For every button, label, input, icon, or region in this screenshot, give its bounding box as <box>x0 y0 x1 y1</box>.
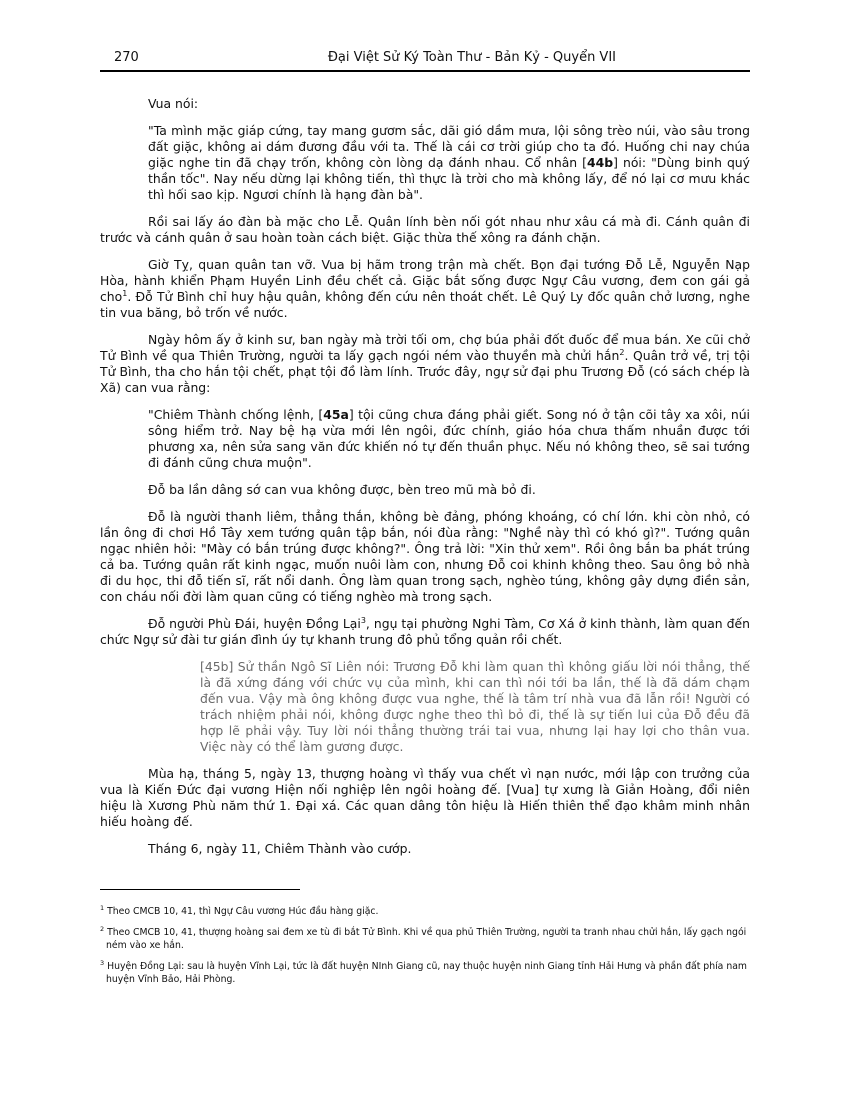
paragraph: Vua nói: <box>148 96 199 111</box>
running-title: Đại Việt Sử Ký Toàn Thư - Bản Kỷ - Quyển VII <box>327 50 616 65</box>
paragraph: Đỗ ba lần dâng sớ can vua không được, bèn treo mũ mà bỏ đi. <box>148 482 536 497</box>
footnote-ref[interactable]: 1 <box>122 288 128 298</box>
header-rule <box>100 70 750 72</box>
paragraph: Đỗ người Phù Đái, huyện Đồng Lại$^3$, ngụ tại phường Nghi Tàm, Cơ Xá ở kinh thành, làm quan đến chức Ngự sử đài tư gián đình úy tự khanh trung đô phủ tổng quản rồi chết. <box>100 615 750 647</box>
paragraph: Đỗ là người thanh liêm, thẳng thắn, không bè đảng, phóng khoáng, có chí lớn. khi còn nhỏ, có lần ông đi chơi Hồ Tây xem tướng quân tập bắn, nói đùa rằng: "Nghề này thì có khó gì?". Tướng quân ngạc nhiên hỏi: "Mày có bắn trúng được không?". Ông trả lời: "Xin thử xem". Rồi ông bắn ba phát trúng cả ba. Tướng quân rất kinh ngạc, muốn nuôi làm con, nhưng Đỗ coi khinh không theo. Sau ông bỏ nhà đi du học, thi đỗ tiến sĩ, rất nổi danh. Ông làm quan trong sạch, nghèo túng, không gây dựng điền sản, con cháu nối đời làm quan cũng có tiếng nghèo mà trong sạch. <box>100 509 750 604</box>
paragraph: Rồi sai lấy áo đàn bà mặc cho Lễ. Quân lính bèn nối gót nhau như xâu cá mà đi. Cánh quân đi trước và cánh quân ở sau hoàn toàn cách biệt. Giặc thừa thế xông ra đánh chặn. <box>100 214 750 245</box>
footnote-ref[interactable]: 2 <box>619 347 625 357</box>
footnote: $^1$ Theo CMCB 10, 41, thì Ngự Câu vương Húc đầu hàng giặc. <box>100 903 379 917</box>
paragraph: Tháng 6, ngày 11, Chiêm Thành vào cướp. <box>148 841 412 856</box>
footnote: $^3$ Huyện Đồng Lại: sau là huyện Vĩnh Lại, tức là đất huyện NInh Giang cũ, nay thuộc huyện ninh Giang tỉnh Hải Hưng và phần đất phía nam huyện Vĩnh Bảo, Hải Phòng. <box>100 958 747 985</box>
paragraph: Ngày hôm ấy ở kinh sư, ban ngày mà trời tối om, chợ búa phải đốt đuốc để mua bán. Xe cũi chở Tử Bình về qua Thiên Trường, người ta lấy gạch ngói ném vào thuyền mà chửi hắn$^2$. Quân trở về, trị tội Tử Bình, tha cho hắn tội chết, phạt tội đồ làm lính. Trước đây, ngự sử đại phu Trương Đỗ (có sách chép là Xã) can vua rằng: <box>100 332 750 395</box>
footnote-number: 3 <box>100 958 105 967</box>
historian-commentary: [45b] Sử thần Ngô Sĩ Liên nói: Trương Đỗ khi làm quan thì không giấu lời nói thẳng, thế là đã xứng đáng với chức vụ của mình, khi can thì nói tới ba lần, thế là đã dám chạm đến vua. Vậy mà ông không được vua nghe, thế là tâm trí nhà vua đã lẫn rồi! Người có trách nhiệm phải nói, không được nghe theo thì bỏ đi, thế là sự tiến lui của Đỗ đều đã hợp lẽ phải vậy. Tuy lời nói thẳng thường trái tai vua, nhưng lại hay lợi cho thân vua. Việc này có thể làm gương được. <box>200 659 750 754</box>
quotation: "Ta mình mặc giáp cứng, tay mang gươm sắc, dãi gió dầm mưa, lội sông trèo núi, vào sâu trong đất giặc, không ai dám đương đầu với ta. Thế là cái cơ trời giúp cho ta đó. Huống chi nay chúa giặc nghe tin đã chạy trốn, không còn lòng dạ đánh nhau. Cổ nhân [44b] nói: "Dùng binh quý thần tốc". Nay nếu dừng lại không tiến, thì thực là trời cho mà không lấy, để nó lại cơ mưu khác thì hối sao kịp. Ngươi chính là hạng đàn bà". <box>148 123 750 202</box>
paragraph: Mùa hạ, tháng 5, ngày 13, thượng hoàng vì thấy vua chết vì nạn nước, mới lập con trưởng của vua là Kiến Đức đại vương Hiện nối nghiệp lên ngôi hoàng đế. [Vua] tự xưng là Giản Hoàng, đổi niên hiệu là Xương Phù năm thứ 1. Đại xá. Các quan dâng tôn hiệu là Hiến thiên thể đạo khâm minh nhân hiếu hoàng đế. <box>100 766 750 829</box>
paragraph: Giờ Tỵ, quan quân tan vỡ. Vua bị hãm trong trận mà chết. Bọn đại tướng Đỗ Lễ, Nguyễn Nạp Hòa, hành khiển Phạm Huyền Linh đều chết cả. Giặc bắt sống được Ngự Câu vương, đem con gái gả cho$^1$. Đỗ Tử Bình chỉ huy hậu quân, không đến cứu nên thoát chết. Lê Quý Ly đốc quân chở lương, nghe tin vua băng, bỏ trốn về nước. <box>100 257 750 320</box>
quotation: "Chiêm Thành chống lệnh, [45a] tội cũng chưa đáng phải giết. Song nó ở tận cõi tây xa xôi, núi sông hiểm trở. Nay bệ hạ vừa mới lên ngôi, đức chính, giáo hóa chưa thấm nhuần được tới phương xa, nên sửa sang văn đức khiến nó tự đến thuần phục. Nếu nó không theo, sẽ sai tướng đi đánh cũng chưa muộn". <box>148 407 750 470</box>
footnote-number: 1 <box>100 903 105 912</box>
main-text <box>100 96 750 868</box>
folio-marker: 44b <box>587 155 614 170</box>
footnote-rule <box>100 889 300 890</box>
page-number: 270 <box>114 50 139 65</box>
page-header <box>100 50 750 72</box>
folio-marker: 45a <box>323 407 349 422</box>
footnote-number: 2 <box>100 924 105 933</box>
footnote: $^2$ Theo CMCB 10, 41, thượng hoàng sai đem xe tù đi bắt Tử Bình. Khi về qua phủ Thiên Trường, người ta tranh nhau chửi hắn, lấy gạch ngói ném vào xe hắn. <box>100 924 747 951</box>
footnotes <box>100 905 750 994</box>
footnote-ref[interactable]: 3 <box>360 615 366 625</box>
